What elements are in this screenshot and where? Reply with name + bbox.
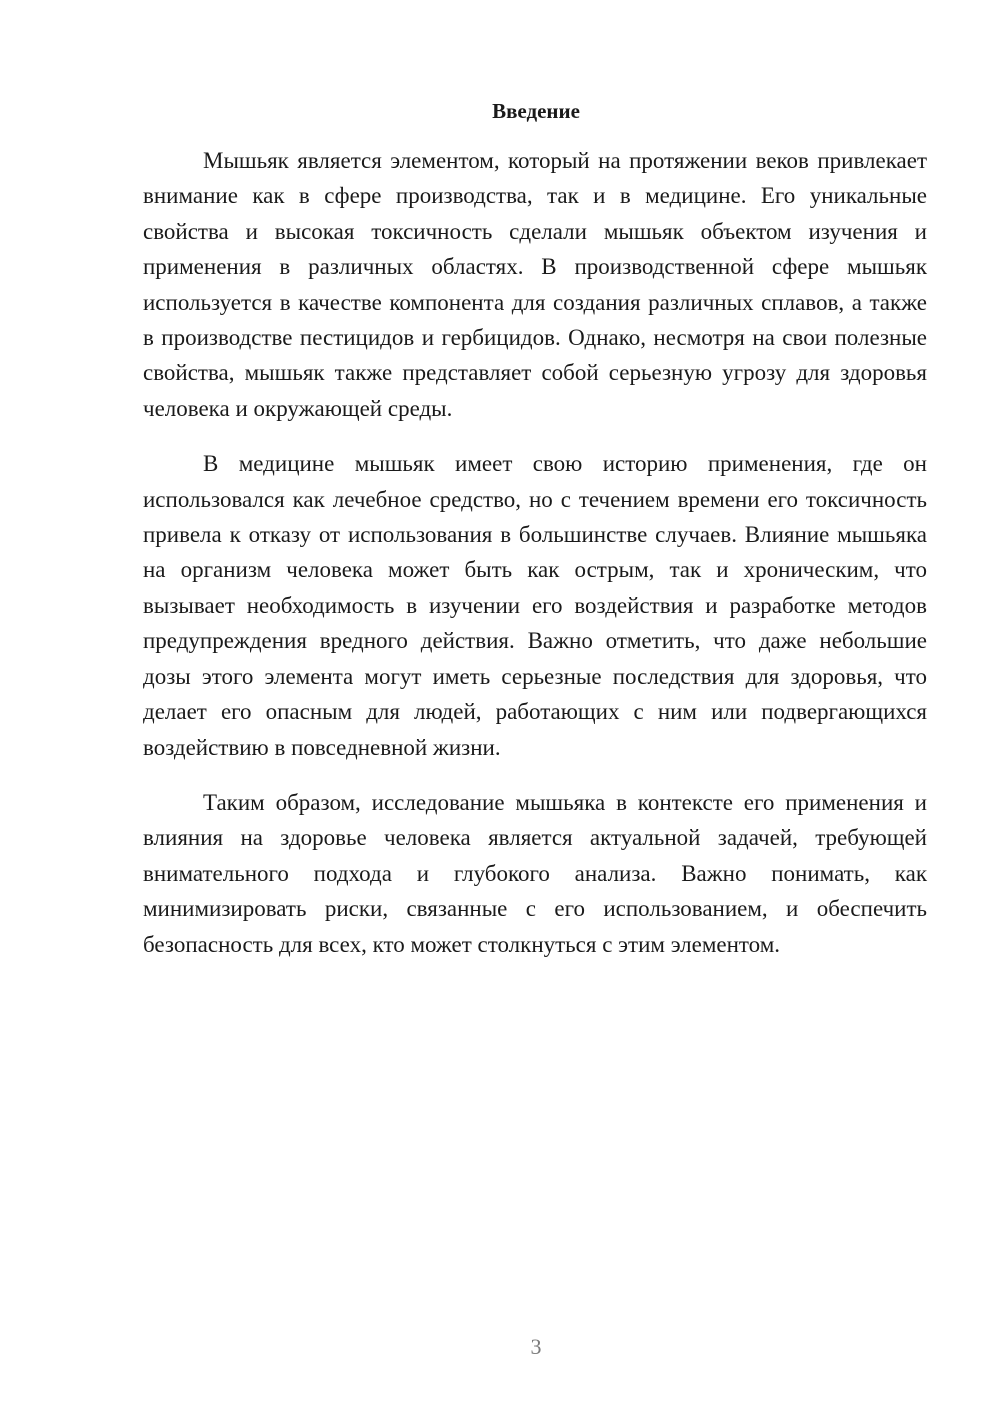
- page-number: 3: [530, 1334, 542, 1359]
- section-heading: Введение: [492, 99, 580, 123]
- paragraph-1: Мышьяк является элементом, который на протяжении веков привлекает внимание как в сфере производства, так и в медицине. Его уникальные свойства и высокая токсичность сделали мышьяк объектом изучения и применения в различных областях. В производственной сфере мышьяк используется в качестве компонента для создания различных сплавов, а также в производстве пестицидов и гербицидов. Однако, несмотря на свои полезные свойства, мышьяк также представляет собой серьезную угрозу для здоровья человека и окружающей среды.: [143, 148, 927, 421]
- paragraph-2: В медицине мышьяк имеет свою историю применения, где он использовался как лечебное средство, но с течением времени его токсичность привела к отказу от использования в большинстве случаев. Влияние мышьяка на организм человека может быть как острым, так и хроническим, что вызывает необходимость в изучении его воздействия и разработке методов предупреждения вредного действия. Важно отметить, что даже небольшие дозы этого элемента могут иметь серьезные последствия для здоровья, что делает его опасным для людей, работающих с ним или подвергающихся воздействию в повседневной жизни.: [143, 451, 927, 760]
- paragraph-3: Таким образом, исследование мышьяка в контексте его применения и влияния на здоровье человека является актуальной задачей, требующей внимательного подхода и глубокого анализа. Важно понимать, как минимизировать риски, связанные с его использованием, и обеспечить безопасность для всех, кто может столкнуться с этим элементом.: [143, 789, 927, 957]
- body-text: [143, 143, 927, 982]
